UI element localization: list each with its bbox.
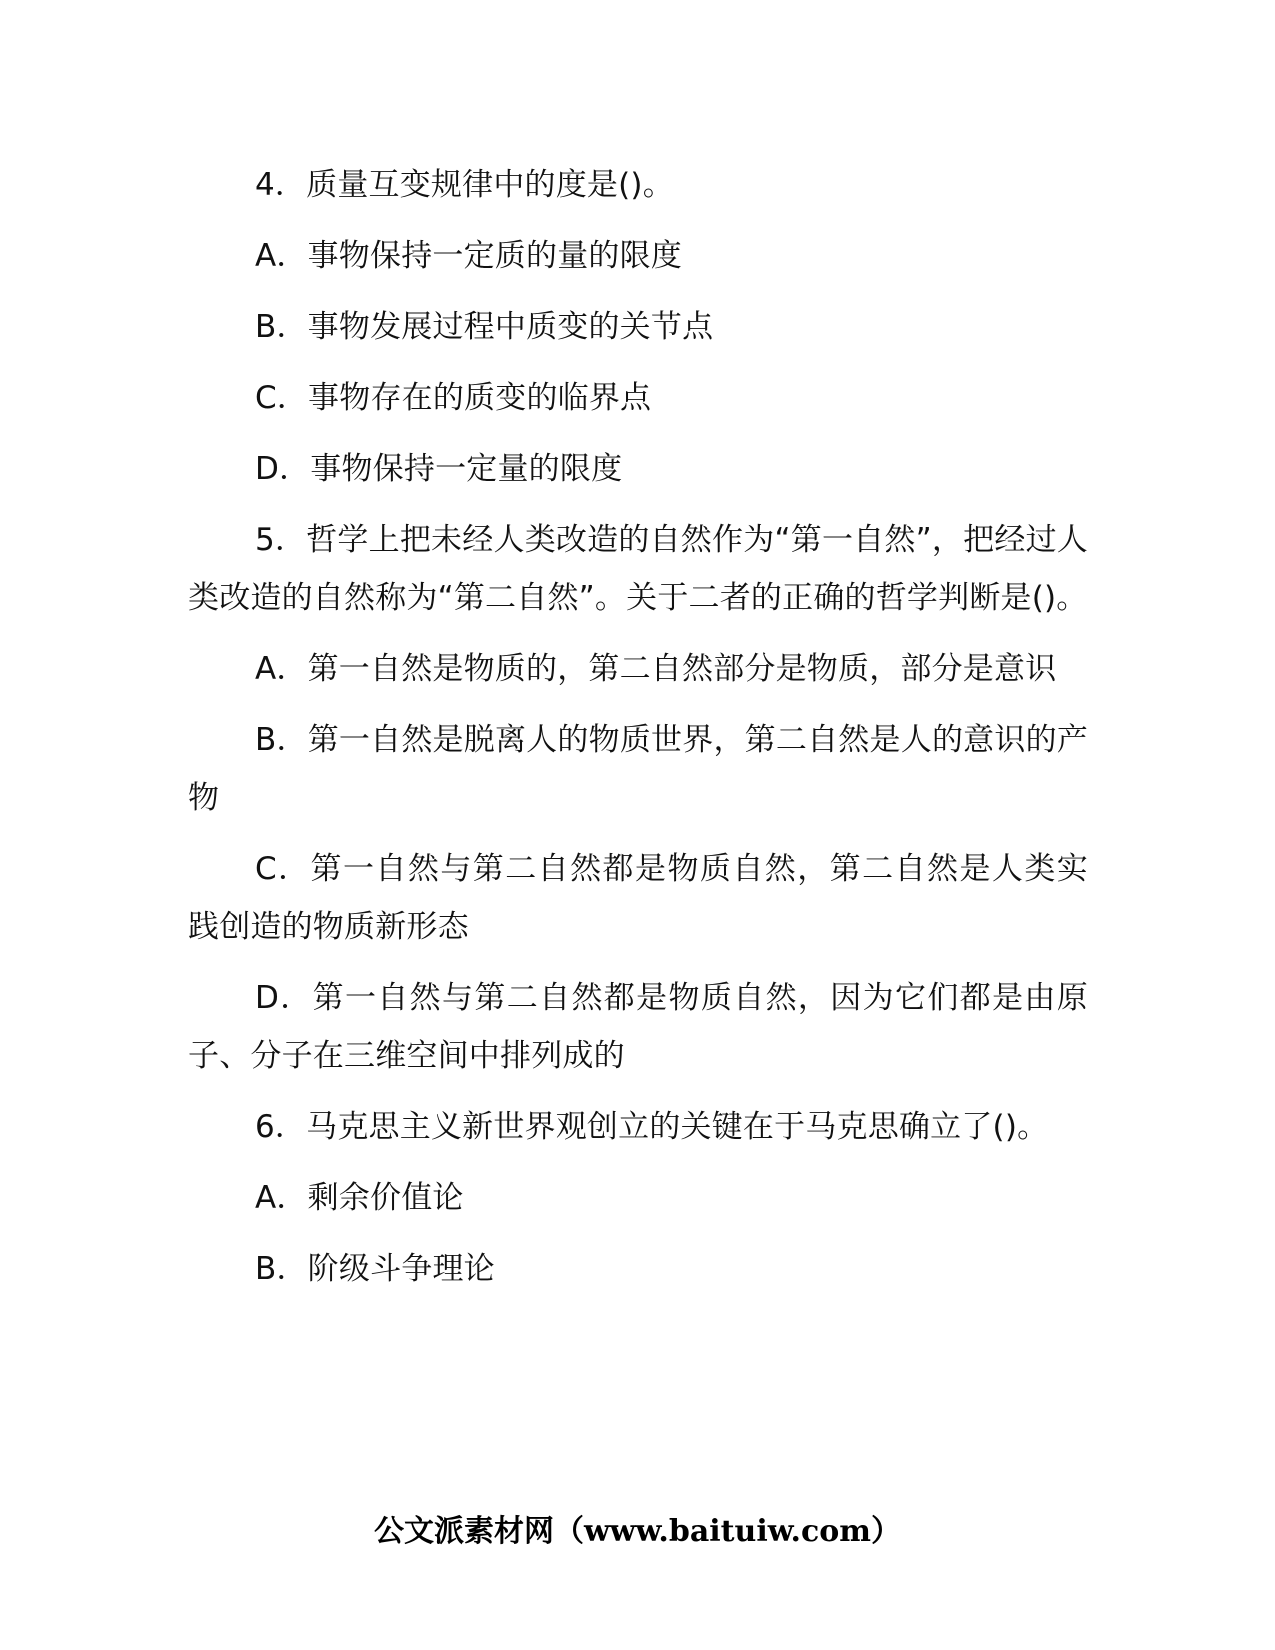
document-body <box>188 156 1088 1311</box>
question-5-option-b: B．第一自然是脱离人的物质世界，第二自然是人的意识的产物 <box>188 722 1088 816</box>
question-5-stem: 5．哲学上把未经人类改造的自然作为“第一自然”，把经过人类改造的自然称为“第二自然”。关于二者的正确的哲学判断是()。 <box>188 522 1088 616</box>
page-footer: 公文派素材网（www.baituiw.com） <box>373 1514 902 1549</box>
question-5-option-d: D．第一自然与第二自然都是物质自然，因为它们都是由原子、分子在三维空间中排列成的 <box>188 980 1088 1074</box>
question-6-stem: 6．马克思主义新世界观创立的关键在于马克思确立了()。 <box>255 1109 1049 1145</box>
question-6-option-b: B．阶级斗争理论 <box>255 1251 495 1287</box>
question-4-option-c: C．事物存在的质变的临界点 <box>255 380 652 416</box>
question-4-option-a: A．事物保持一定质的量的限度 <box>255 238 683 274</box>
question-4-stem: 4．质量互变规律中的度是()。 <box>255 167 674 203</box>
question-5-option-c: C．第一自然与第二自然都是物质自然，第二自然是人类实践创造的物质新形态 <box>188 851 1088 945</box>
question-4-option-d: D．事物保持一定量的限度 <box>255 451 623 487</box>
question-5-option-a: A．第一自然是物质的，第二自然部分是物质，部分是意识 <box>255 651 1057 687</box>
question-4-option-b: B．事物发展过程中质变的关节点 <box>255 309 714 345</box>
question-6-option-a: A．剩余价值论 <box>255 1180 464 1216</box>
